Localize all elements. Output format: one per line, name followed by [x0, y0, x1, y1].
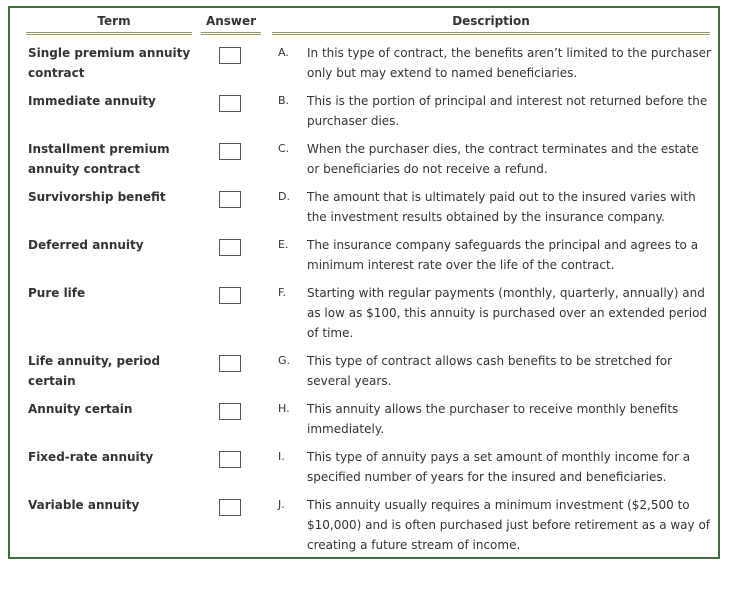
- answer-input[interactable]: [219, 287, 241, 304]
- term-label: Fixed-rate annuity: [28, 450, 154, 464]
- term-label: Immediate annuity: [28, 94, 156, 108]
- description-header-rule: [272, 32, 710, 35]
- term-header-rule: [26, 32, 192, 35]
- answer-input[interactable]: [219, 451, 241, 468]
- description-letter: J.: [278, 498, 285, 511]
- answer-input[interactable]: [219, 403, 241, 420]
- description-letter: A.: [278, 46, 289, 59]
- term-label: Life annuity, period certain: [28, 354, 161, 388]
- answer-input[interactable]: [219, 239, 241, 256]
- description-text: This type of contract allows cash benefits to be stretched for several years.: [307, 354, 673, 388]
- description-text: Starting with regular payments (monthly, quarterly, annually) and as low as $100, this annuity is purchased over an extended period of time.: [307, 286, 708, 340]
- description-letter: F.: [278, 286, 287, 299]
- answer-input[interactable]: [219, 499, 241, 516]
- term-label: Single premium annuity contract: [28, 46, 191, 80]
- answer-input[interactable]: [219, 95, 241, 112]
- description-text: In this type of contract, the benefits aren’t limited to the purchaser only but may extend to named beneficiaries.: [307, 46, 711, 80]
- answer-header-rule: [201, 32, 261, 35]
- description-letter: G.: [278, 354, 291, 367]
- description-letter: H.: [278, 402, 290, 415]
- term-label: Installment premium annuity contract: [28, 142, 170, 176]
- term-label: Annuity certain: [28, 402, 133, 416]
- answer-input[interactable]: [219, 47, 241, 64]
- description-letter: D.: [278, 190, 290, 203]
- description-letter: C.: [278, 142, 290, 155]
- answer-input[interactable]: [219, 143, 241, 160]
- term-label: Survivorship benefit: [28, 190, 166, 204]
- answer-input[interactable]: [219, 191, 241, 208]
- term-label: Deferred annuity: [28, 238, 144, 252]
- answer-header: Answer: [205, 14, 257, 28]
- description-text: This is the portion of principal and interest not returned before the purchaser dies.: [307, 94, 708, 128]
- description-text: This annuity allows the purchaser to receive monthly benefits immediately.: [307, 402, 679, 436]
- description-letter: I.: [278, 450, 285, 463]
- answer-input[interactable]: [219, 355, 241, 372]
- term-label: Pure life: [28, 286, 86, 300]
- term-header: Term: [97, 14, 131, 28]
- description-text: This type of annuity pays a set amount of monthly income for a specified number of years for the insured and beneficiaries.: [307, 450, 691, 484]
- description-text: The insurance company safeguards the principal and agrees to a minimum interest rate over the life of the contract.: [307, 238, 699, 272]
- description-text: When the purchaser dies, the contract terminates and the estate or beneficiaries do not receive a refund.: [307, 142, 699, 176]
- description-header: Description: [452, 14, 530, 28]
- description-text: The amount that is ultimately paid out to the insured varies with the investment results obtained by the insurance company.: [307, 190, 696, 224]
- matching-table: [8, 6, 720, 559]
- term-label: Variable annuity: [28, 498, 140, 512]
- description-letter: B.: [278, 94, 290, 107]
- description-text: This annuity usually requires a minimum investment ($2,500 to $10,000) and is often purchased just before retirement as a way of creating a future stream of income.: [307, 498, 711, 552]
- description-letter: E.: [278, 238, 289, 251]
